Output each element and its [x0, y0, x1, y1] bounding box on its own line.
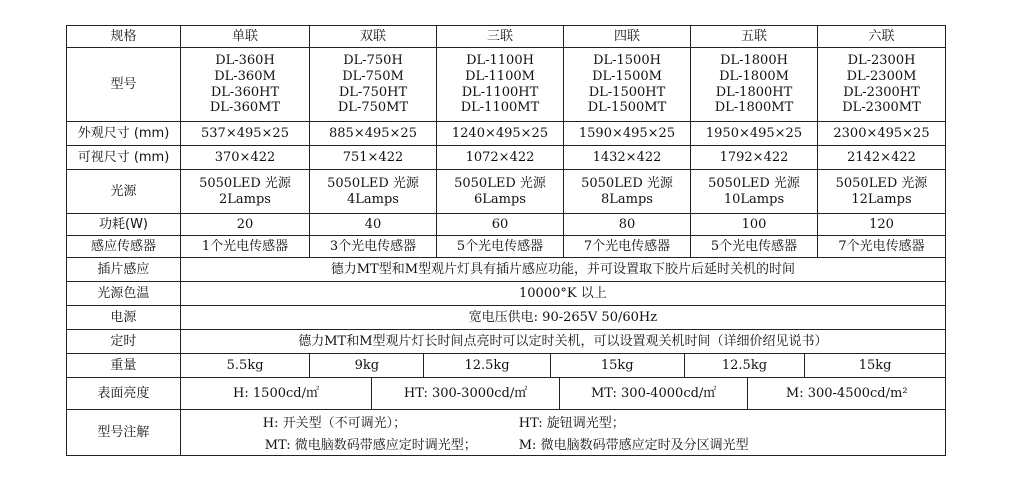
header-col-6: 六联: [868, 28, 895, 44]
insert-sensing-row: [67, 258, 945, 282]
brightness-cell: MT: 300-4000cd/㎡: [560, 378, 749, 409]
power-cell: 60: [437, 214, 564, 235]
weight-label: 重量: [67, 354, 181, 377]
outer-size-cell: 885×495×25: [310, 122, 437, 145]
header-col-1: 单联: [181, 26, 310, 47]
brightness-cell: M: 300-4500cd/m²: [785, 385, 908, 401]
model-notes-row: [67, 410, 945, 455]
header-col-3: 三联: [437, 26, 564, 47]
outer-size-cell: 537×495×25: [181, 122, 310, 145]
note-m: M: 微电脑数码带感应定时及分区调光型: [518, 438, 749, 454]
header-col-5: 五联: [691, 26, 818, 47]
light-source-cell: 5050LED 光源 12Lamps: [835, 175, 928, 207]
weight-cell: 12.5kg: [685, 354, 806, 377]
light-source-cell: 5050LED 光源 4Lamps: [310, 170, 437, 213]
light-source-row: [67, 170, 945, 214]
model-cell-5: DL-1800H DL-1800M DL-1800HT DL-1800MT: [691, 48, 818, 121]
light-source-cell: 5050LED 光源 8Lamps: [564, 170, 691, 213]
brightness-cell: H: 1500cd/㎡: [181, 378, 373, 409]
weight-cell: 12.5kg: [424, 354, 551, 377]
sensor-cell: 5个光电传感器: [437, 236, 564, 257]
light-source-cell: 5050LED 光源 10Lamps: [691, 170, 818, 213]
outer-size-row: [67, 122, 945, 146]
visible-size-cell: 1432×422: [564, 146, 691, 169]
weight-cell: 5.5kg: [181, 354, 311, 377]
light-source-cell: 5050LED 光源 6Lamps: [437, 170, 564, 213]
timer-label: 定时: [67, 330, 181, 353]
color-temp-row: [67, 282, 945, 306]
spec-table: [66, 25, 946, 456]
light-source-cell: 5050LED 光源 2Lamps: [181, 170, 310, 213]
sensor-cell: 3个光电传感器: [310, 236, 437, 257]
visible-size-cell: 370×422: [181, 146, 310, 169]
light-source-label: 光源: [67, 170, 181, 213]
power-cell: 120: [869, 216, 894, 232]
sensor-cell: 5个光电传感器: [691, 236, 818, 257]
insert-sensing-text: 德力MT型和M型观片灯具有插片感应功能，并可设置取下胶片后延时关机的时间: [330, 261, 796, 277]
power-label: 功耗(W): [67, 214, 181, 235]
brightness-cell: HT: 300-3000cd/㎡: [372, 378, 560, 409]
weight-cell: 9kg: [310, 354, 424, 377]
header-col-2: 双联: [310, 26, 437, 47]
model-label: 型号: [67, 48, 181, 121]
header-row: [67, 26, 945, 48]
visible-size-cell: 2142×422: [847, 149, 916, 165]
outer-size-label: 外观尺寸 (mm): [67, 122, 181, 145]
model-cell-3: DL-1100H DL-1100M DL-1100HT DL-1100MT: [437, 48, 564, 121]
model-cell-1: DL-360H DL-360M DL-360HT DL-360MT: [181, 48, 310, 121]
model-cell-4: DL-1500H DL-1500M DL-1500HT DL-1500MT: [564, 48, 691, 121]
power-supply-row: [67, 306, 945, 330]
sensor-cell: 1个光电传感器: [181, 236, 310, 257]
model-row: [67, 48, 945, 122]
model-notes: [181, 410, 945, 455]
visible-size-cell: 1072×422: [437, 146, 564, 169]
note-h: H: 开关型（不可调光）；: [262, 415, 407, 431]
outer-size-cell: 2300×495×25: [833, 125, 930, 141]
header-label: 规格: [67, 26, 181, 47]
power-cell: 40: [310, 214, 437, 235]
model-cell-2: DL-750H DL-750M DL-750HT DL-750MT: [310, 48, 437, 121]
timer-text: 德力MT和M型观片灯长时间点亮时可以定时关机，可以设置观关机时间（详细价绍见说书）: [298, 333, 828, 349]
visible-size-label: 可视尺寸 (mm): [67, 146, 181, 169]
note-mt: MT: 微电脑数码带感应定时调光型；: [264, 438, 477, 454]
sensor-cell: 7个光电传感器: [838, 238, 925, 254]
outer-size-cell: 1590×495×25: [564, 122, 691, 145]
brightness-label: 表面亮度: [67, 378, 181, 409]
note-ht: HT: 旋钮调光型；: [518, 415, 625, 431]
power-cell: 80: [564, 214, 691, 235]
model-cell-6: DL-2300H DL-2300M DL-2300HT DL-2300MT: [842, 53, 921, 116]
power-cell: 20: [181, 214, 310, 235]
header-col-4: 四联: [564, 26, 691, 47]
visible-size-cell: 1792×422: [691, 146, 818, 169]
outer-size-cell: 1240×495×25: [437, 122, 564, 145]
color-temp-label: 光源色温: [67, 282, 181, 305]
sensor-row: [67, 236, 945, 258]
power-supply-label: 电源: [67, 306, 181, 329]
brightness-row: [67, 378, 945, 410]
sensor-label: 感应传感器: [67, 236, 181, 257]
power-row: [67, 214, 945, 236]
visible-size-cell: 751×422: [310, 146, 437, 169]
model-notes-label: 型号注解: [67, 410, 181, 455]
sensor-cell: 7个光电传感器: [564, 236, 691, 257]
weight-row: [67, 354, 945, 378]
timer-row: [67, 330, 945, 354]
visible-size-row: [67, 146, 945, 170]
color-temp-text: 10000°K 以上: [519, 285, 607, 301]
outer-size-cell: 1950×495×25: [691, 122, 818, 145]
weight-cell: 15kg: [858, 357, 892, 373]
insert-sensing-label: 插片感应: [67, 258, 181, 281]
power-cell: 100: [691, 214, 818, 235]
power-supply-text: 宽电压供电: 90-265V 50/60Hz: [468, 309, 658, 325]
weight-cell: 15kg: [551, 354, 685, 377]
